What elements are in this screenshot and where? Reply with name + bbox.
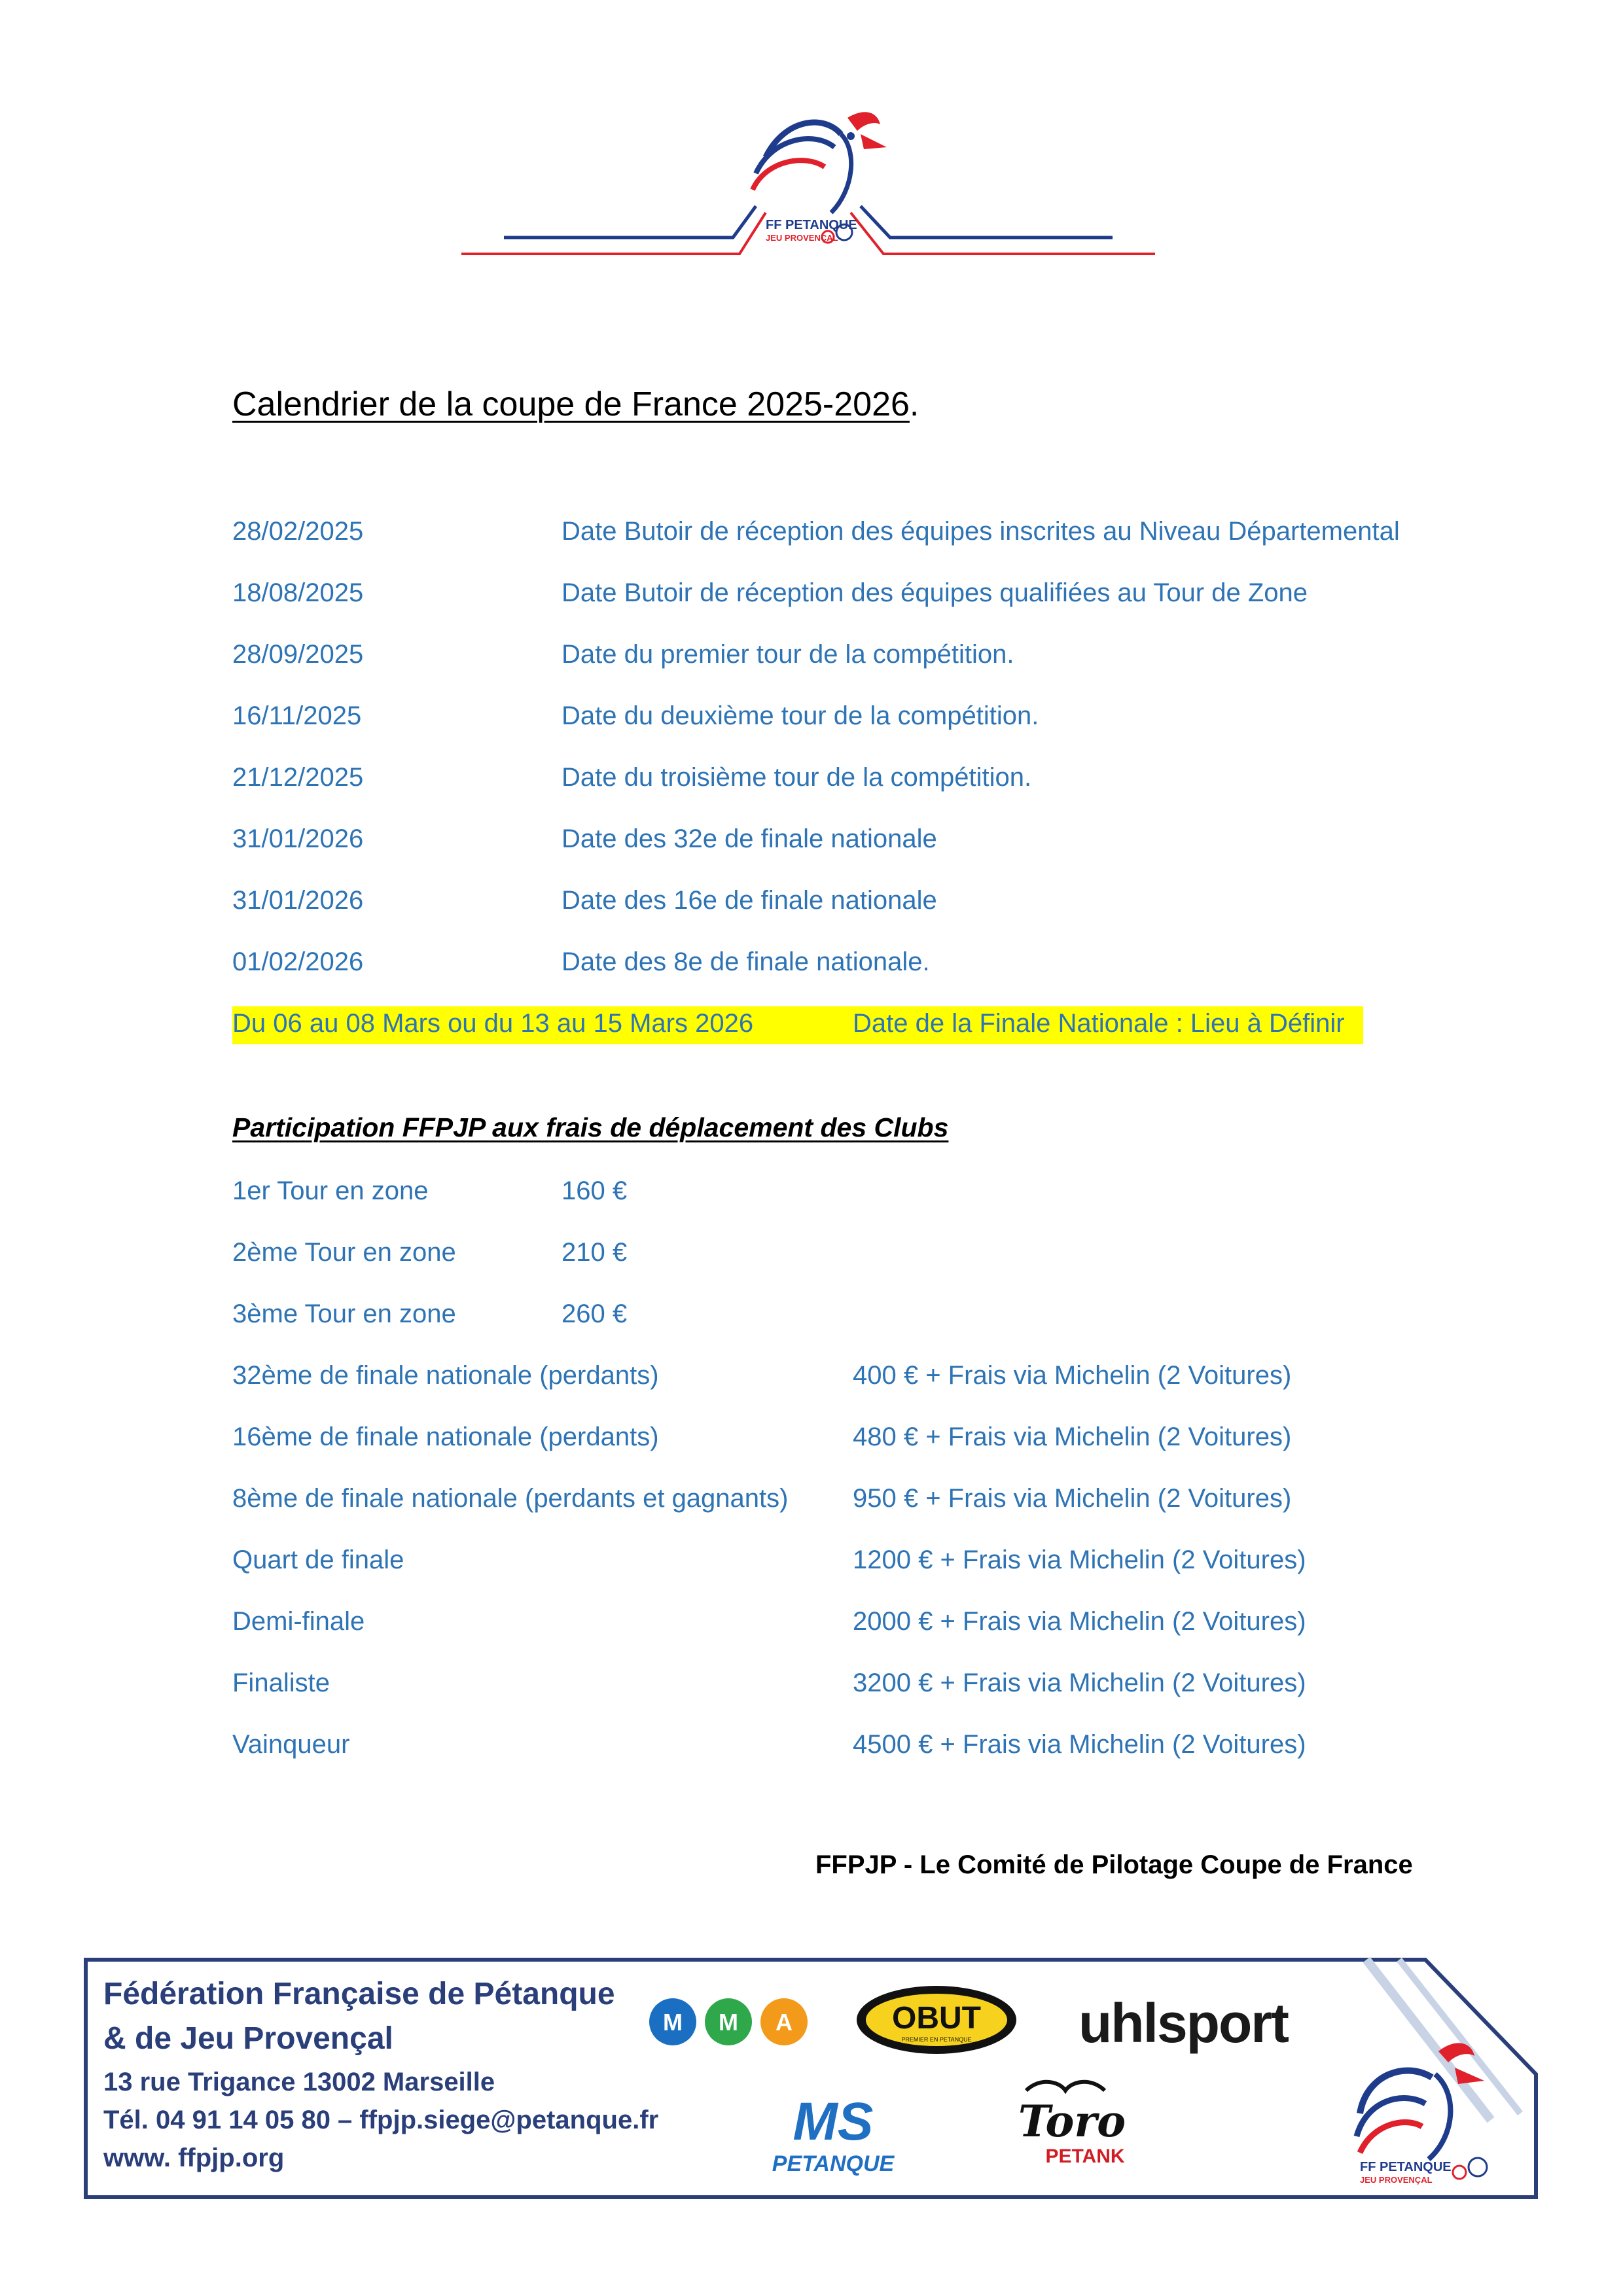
final-date: Du 06 au 08 Mars ou du 13 au 15 Mars 2026 <box>232 1009 754 1038</box>
national-round-row <box>0 1669 1623 1708</box>
zone-round-label: 3ème Tour en zone <box>232 1299 456 1328</box>
calendar-row <box>0 517 1623 556</box>
mma-letter: M <box>719 2009 738 2036</box>
national-round-label: Demi-finale <box>232 1607 365 1636</box>
zone-round-label: 1er Tour en zone <box>232 1176 429 1205</box>
ms-petanque-logo <box>758 2087 908 2179</box>
national-round-row <box>0 1361 1623 1400</box>
national-round-amount: 3200 € + Frais via Michelin (2 Voitures) <box>853 1669 1306 1697</box>
title-text: Calendrier de la coupe de France 2025-2026 <box>232 385 910 423</box>
national-round-amount: 2000 € + Frais via Michelin (2 Voitures) <box>853 1607 1306 1636</box>
calendar-date: 28/09/2025 <box>232 640 364 669</box>
mma-logo <box>647 1996 810 2048</box>
toro-petank-logo <box>1000 2074 1150 2172</box>
national-round-row <box>0 1422 1623 1462</box>
header-logo-text-2: JEU PROVENÇAL <box>766 233 838 243</box>
footer-org-name: Fédération Française de Pétanque <box>103 1977 615 2011</box>
national-round-row <box>0 1607 1623 1646</box>
calendar-date: 31/01/2026 <box>232 824 364 853</box>
final-highlight-row <box>232 1006 1363 1044</box>
national-round-label: 32ème de finale nationale (perdants) <box>232 1361 659 1390</box>
calendar-row <box>0 763 1623 802</box>
national-round-row <box>0 1484 1623 1523</box>
calendar-event: Date Butoir de réception des équipes qualifiées au Tour de Zone <box>562 578 1308 607</box>
national-round-amount: 400 € + Frais via Michelin (2 Voitures) <box>853 1361 1292 1390</box>
calendar-row <box>0 886 1623 925</box>
calendar-date: 18/08/2025 <box>232 578 364 607</box>
calendar-event: Date des 16e de finale nationale <box>562 886 937 915</box>
footer-website: www. ffpjp.org <box>103 2144 285 2172</box>
uhlsport-logo: uhlsport <box>1079 1992 1288 2054</box>
calendar-event: Date du deuxième tour de la compétition. <box>562 701 1039 730</box>
footer-logo-text-1: FF PETANQUE <box>1360 2160 1452 2174</box>
calendar-date: 28/02/2025 <box>232 517 364 546</box>
title-suffix: . <box>909 385 919 423</box>
national-round-amount: 4500 € + Frais via Michelin (2 Voitures) <box>853 1730 1306 1759</box>
national-round-label: Vainqueur <box>232 1730 350 1759</box>
footer-phone-email: Tél. 04 91 14 05 80 – ffpjp.siege@petanque.fr <box>103 2106 659 2134</box>
calendar-date: 01/02/2026 <box>232 947 364 976</box>
toro-wordmark: Toro <box>1018 2096 1126 2147</box>
national-round-label: Finaliste <box>232 1669 330 1697</box>
calendar-row <box>0 578 1623 618</box>
calendar-event: Date du premier tour de la compétition. <box>562 640 1014 669</box>
obut-wordmark: OBUT <box>892 2001 981 2036</box>
national-round-label: 16ème de finale nationale (perdants) <box>232 1422 659 1451</box>
calendar-event: Date des 8e de finale nationale. <box>562 947 930 976</box>
final-event: Date de la Finale Nationale : Lieu à Définir <box>853 1009 1345 1038</box>
header-logo <box>458 98 1158 268</box>
obut-logo <box>855 1984 1018 2056</box>
calendar-row <box>0 701 1623 741</box>
zone-round-label: 2ème Tour en zone <box>232 1238 456 1267</box>
national-round-label: 8ème de finale nationale (perdants et gagnants) <box>232 1484 789 1513</box>
calendar-row <box>0 947 1623 987</box>
footer-org-name-2: & de Jeu Provençal <box>103 2021 393 2056</box>
calendar-event: Date Butoir de réception des équipes inscrites au Niveau Départemental <box>562 517 1400 546</box>
calendar-event: Date des 32e de finale nationale <box>562 824 937 853</box>
zone-round-amount: 260 € <box>562 1299 628 1328</box>
zone-round-amount: 160 € <box>562 1176 628 1205</box>
national-round-row <box>0 1730 1623 1769</box>
zone-round-row <box>0 1238 1623 1277</box>
calendar-date: 31/01/2026 <box>232 886 364 915</box>
page-title <box>232 385 919 424</box>
zone-round-row <box>0 1299 1623 1339</box>
calendar-date: 16/11/2025 <box>232 701 362 730</box>
calendar-event: Date du troisième tour de la compétition. <box>562 763 1032 792</box>
toro-petank-text: PETANK <box>1045 2146 1125 2167</box>
calendar-row <box>0 640 1623 679</box>
ms-wordmark: MS <box>793 2092 874 2151</box>
obut-tagline: PREMIER EN PETANQUE <box>901 2036 972 2043</box>
footer-ffpjp-logo <box>1321 2015 1517 2185</box>
national-round-amount: 480 € + Frais via Michelin (2 Voitures) <box>853 1422 1292 1451</box>
ms-petanque-text: PETANQUE <box>772 2151 895 2176</box>
signature: FFPJP - Le Comité de Pilotage Coupe de France <box>815 1850 1413 1879</box>
header-logo-text-1: FF PETANQUE <box>766 218 857 232</box>
national-round-amount: 1200 € + Frais via Michelin (2 Voitures) <box>853 1545 1306 1574</box>
participation-heading: Participation FFPJP aux frais de déplacement des Clubs <box>232 1112 949 1142</box>
zone-round-row <box>0 1176 1623 1216</box>
national-round-label: Quart de finale <box>232 1545 404 1574</box>
calendar-row <box>0 824 1623 864</box>
zone-round-amount: 210 € <box>562 1238 628 1267</box>
footer-address: 13 rue Trigance 13002 Marseille <box>103 2068 495 2096</box>
mma-letter: M <box>663 2009 683 2036</box>
national-round-row <box>0 1545 1623 1585</box>
footer-logo-text-2: JEU PROVENÇAL <box>1360 2175 1433 2185</box>
calendar-date: 21/12/2025 <box>232 763 364 792</box>
footer-banner <box>84 1956 1538 2200</box>
national-round-amount: 950 € + Frais via Michelin (2 Voitures) <box>853 1484 1292 1513</box>
mma-letter: A <box>776 2009 793 2036</box>
